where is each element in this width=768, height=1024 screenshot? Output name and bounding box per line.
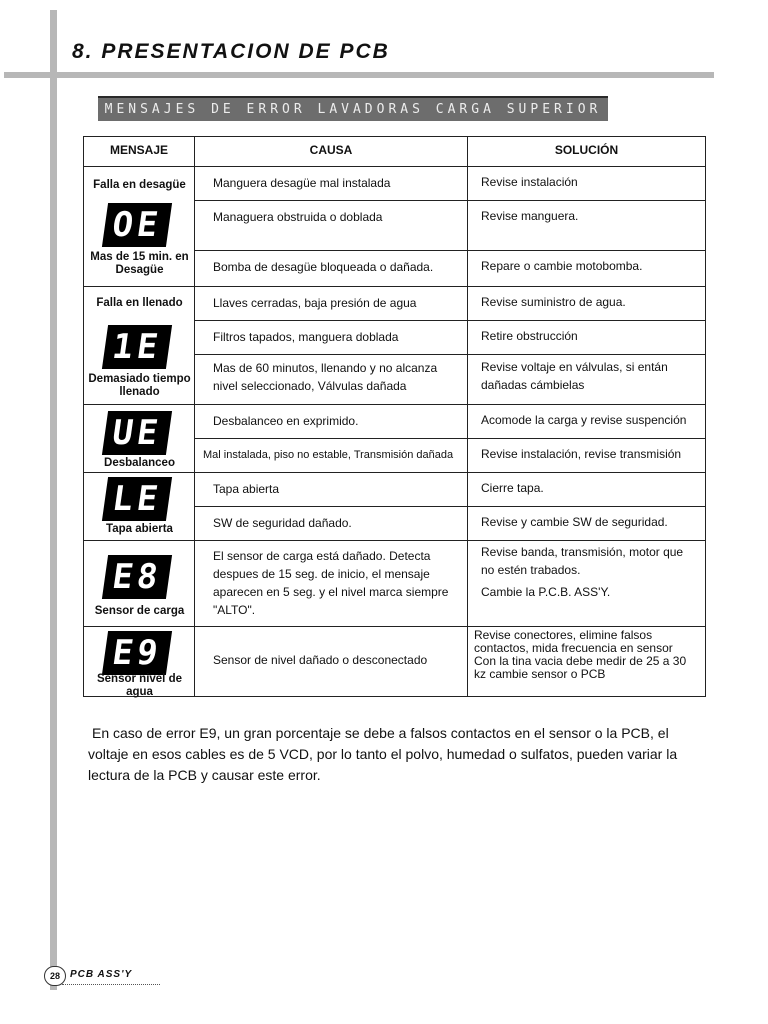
table-row xyxy=(84,287,706,321)
cause-text: Tapa abierta xyxy=(213,482,280,496)
message-label: Desbalanceo xyxy=(104,457,175,469)
lcd-display-e8: E8 xyxy=(102,555,172,599)
solution-text: Repare o cambie motobomba. xyxy=(481,259,643,273)
solution-text: Revise instalación, revise transmisión xyxy=(481,447,682,461)
message-label: Mas de 15 min. en Desagüe xyxy=(90,251,189,276)
solution-text: Acomode la carga y revise suspención xyxy=(481,413,687,427)
footer-dotted-line xyxy=(62,984,160,985)
e9-explanation-note xyxy=(88,723,708,786)
lcd-display-le: LE xyxy=(102,477,172,521)
message-label: Falla en llenado xyxy=(96,297,183,309)
cause-text: Filtros tapados, manguera doblada xyxy=(213,330,399,344)
section-banner-text: MENSAJES DE ERROR LAVADORAS CARGA SUPERIOR xyxy=(104,102,602,117)
lcd-display-1e: 1E xyxy=(102,325,172,369)
cause-text: Bomba de desagüe bloqueada o dañada. xyxy=(213,260,434,274)
title-underline-bar xyxy=(4,72,714,78)
solution-text: Cambie la P.C.B. ASS'Y. xyxy=(481,585,611,599)
cause-text: Desbalanceo en exprimido. xyxy=(213,414,359,428)
header-mensaje: MENSAJE xyxy=(84,137,195,167)
error-messages-table xyxy=(83,136,706,697)
cause-text: SW de seguridad dañado. xyxy=(213,516,352,530)
message-cell-ue xyxy=(84,405,195,473)
solution-text: Cierre tapa. xyxy=(481,481,544,495)
cause-text: El sensor de carga está dañado. Detecta despues de 15 seg. de inicio, el mensaje aparecen en 5 seg. y el nivel marca siempre "ALTO". xyxy=(213,549,449,617)
solution-text: Revise manguera. xyxy=(481,209,579,223)
page-title: 8. PRESENTACION DE PCB xyxy=(72,40,390,63)
solution-text: Revise voltaje en válvulas, si entán dañadas cámbielas xyxy=(481,360,668,392)
cause-text: Managuera obstruida o doblada xyxy=(213,210,383,224)
message-label: Demasiado tiempo llenado xyxy=(88,373,191,398)
solution-text: Revise banda, transmisión, motor que no estén trabados. xyxy=(481,545,684,577)
message-cell-oe xyxy=(84,167,195,287)
cause-text: Llaves cerradas, baja presión de agua xyxy=(213,296,417,310)
solution-text: Revise suministro de agua. xyxy=(481,295,626,309)
table-row xyxy=(84,473,706,507)
cause-text: Sensor de nivel dañado o desconectado xyxy=(213,653,428,667)
message-cell-e9 xyxy=(84,627,195,697)
message-label: Tapa abierta xyxy=(106,523,173,535)
table-row xyxy=(84,627,706,697)
footer-section-label: PCB ASS'Y xyxy=(70,969,133,980)
left-margin-bar xyxy=(50,10,57,990)
message-cell-1e xyxy=(84,287,195,405)
lcd-display-ue: UE xyxy=(102,411,172,455)
section-banner xyxy=(98,96,608,121)
solution-text: Retire obstrucción xyxy=(481,329,578,343)
table-row xyxy=(84,167,706,201)
lcd-display-oe: OE xyxy=(102,203,172,247)
message-label: Sensor de carga xyxy=(94,605,185,617)
solution-text: Revise conectores, elimine falsos contactos, mida frecuencia en sensor Con la tina vacia debe medir de 25 a 30 kz cambie sensor o PCB xyxy=(474,628,687,681)
solution-text: Revise instalación xyxy=(481,175,578,189)
page-number: 28 xyxy=(44,966,66,986)
table-row xyxy=(84,541,706,627)
note-text: En caso de error E9, un gran porcentaje se debe a falsos contactos en el sensor o la PCB, el voltaje en esos cables es de 5 VCD, por lo tanto el polvo, humedad o sulfatos, pueden variar la lectura de la PCB y causar este error. xyxy=(88,725,678,783)
cause-text: Mas de 60 minutos, llenando y no alcanza nivel seleccionado, Válvulas dañada xyxy=(213,361,438,393)
cause-text: Manguera desagüe mal instalada xyxy=(213,176,391,190)
message-cell-e8 xyxy=(84,541,195,627)
message-label: Sensor nivel de agua xyxy=(96,673,182,698)
lcd-display-e9: E9 xyxy=(102,631,172,675)
message-cell-le xyxy=(84,473,195,541)
header-causa: CAUSA xyxy=(195,137,468,167)
table-row xyxy=(84,405,706,439)
message-label: Falla en desagüe xyxy=(93,179,186,191)
table-header-row xyxy=(84,137,706,167)
cause-text: Mal instalada, piso no estable, Transmisión dañada xyxy=(203,449,454,461)
solution-text: Revise y cambie SW de seguridad. xyxy=(481,515,668,529)
header-solucion: SOLUCIÓN xyxy=(468,137,706,167)
